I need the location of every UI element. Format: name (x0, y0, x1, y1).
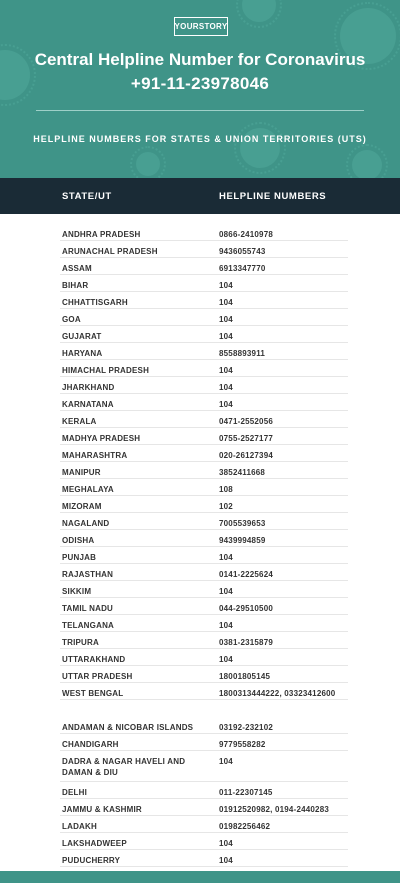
helpline-number: 0755-2527177 (219, 434, 274, 443)
state-name: KERALA (62, 417, 97, 426)
state-name: UTTARAKHAND (62, 655, 126, 664)
helpline-number: 104 (219, 553, 233, 562)
state-name: UTTAR PRADESH (62, 672, 133, 681)
table-row (60, 530, 348, 547)
yourstory-logo: YOURSTORY (174, 17, 228, 36)
helpline-number: 108 (219, 485, 233, 494)
state-name: MEGHALAYA (62, 485, 114, 494)
table-row (60, 360, 348, 377)
state-name: MAHARASHTRA (62, 451, 128, 460)
state-name: DADRA & NAGAR HAVELI AND DAMAN & DIU (62, 757, 186, 777)
helpline-number: 011-22307145 (219, 788, 273, 797)
table-row (60, 833, 348, 850)
table-row (60, 751, 348, 782)
state-name: TAMIL NADU (62, 604, 114, 613)
helpline-number: 01982256462 (219, 822, 271, 831)
footer-bar (0, 871, 400, 883)
table-row (60, 292, 348, 309)
table-row (60, 411, 348, 428)
table-row (60, 547, 348, 564)
state-name: JHARKHAND (62, 383, 115, 392)
state-name: ODISHA (62, 536, 95, 545)
state-name: JAMMU & KASHMIR (62, 805, 142, 814)
helpline-number: 0141-2225624 (219, 570, 274, 579)
column-header-state: STATE/UT (62, 190, 112, 202)
table-row (60, 258, 348, 275)
virus-decoration-icon (242, 0, 276, 22)
table-row (60, 275, 348, 292)
state-name: CHANDIGARH (62, 740, 119, 749)
state-name: CHHATTISGARH (62, 298, 128, 307)
state-name: GUJARAT (62, 332, 102, 341)
helpline-number: 8558893911 (219, 349, 266, 358)
helpline-number: 104 (219, 366, 233, 375)
helpline-number: 01912520982, 0194-2440283 (219, 805, 329, 814)
helpline-number: 104 (219, 621, 233, 630)
virus-decoration-icon (136, 152, 160, 176)
table-row (60, 224, 348, 241)
state-name: WEST BENGAL (62, 689, 124, 698)
state-name: RAJASTHAN (62, 570, 114, 579)
table-row (60, 309, 348, 326)
table-row (60, 615, 348, 632)
table-row (60, 632, 348, 649)
helpline-number: 044-29510500 (219, 604, 274, 613)
table-row (60, 581, 348, 598)
state-name: MIZORAM (62, 502, 102, 511)
state-name: TELANGANA (62, 621, 115, 630)
table-row (60, 394, 348, 411)
helpline-number: 1800313444222, 03323412600 (219, 689, 336, 698)
state-name: PUNJAB (62, 553, 97, 562)
helpline-number: 104 (219, 400, 233, 409)
table-row (60, 377, 348, 394)
helpline-number: 9436055743 (219, 247, 266, 256)
helpline-number: 104 (219, 839, 233, 848)
state-name: LAKSHADWEEP (62, 839, 127, 848)
states-list (0, 224, 400, 700)
helpline-number: 020-26127394 (219, 451, 274, 460)
helpline-number: 104 (219, 655, 233, 664)
column-header-numbers: HELPLINE NUMBERS (219, 190, 327, 202)
table-row (60, 428, 348, 445)
section-subtitle: HELPLINE NUMBERS FOR STATES & UNION TERRITORIES (UTS) (33, 134, 367, 144)
page-title: Central Helpline Number for Coronavirus (34, 50, 366, 69)
table-row (60, 445, 348, 462)
state-name: ANDHRA PRADESH (62, 230, 141, 239)
table-row (60, 734, 348, 751)
state-name: ANDAMAN & NICOBAR ISLANDS (62, 723, 194, 732)
helpline-number: 18001805145 (219, 672, 271, 681)
state-name: LADAKH (62, 822, 97, 831)
table-row (60, 850, 348, 867)
table-row (60, 241, 348, 258)
union-territories-list (0, 717, 400, 867)
helpline-number: 6913347770 (219, 264, 266, 273)
state-name: DELHI (62, 788, 87, 797)
table-row (60, 683, 348, 700)
state-name: GOA (62, 315, 81, 324)
helpline-number: 104 (219, 298, 233, 307)
table-row (60, 782, 348, 799)
state-name: HIMACHAL PRADESH (62, 366, 150, 375)
state-name: ARUNACHAL PRADESH (62, 247, 158, 256)
helpline-number: 0381-2315879 (219, 638, 274, 647)
header-banner (0, 0, 400, 178)
table-row (60, 513, 348, 530)
table-row (60, 462, 348, 479)
table-row (60, 816, 348, 833)
helpline-number: 104 (219, 587, 233, 596)
table-row (60, 564, 348, 581)
helpline-number: 104 (219, 856, 233, 865)
state-name: MADHYA PRADESH (62, 434, 141, 443)
helpline-number: 03192-232102 (219, 723, 274, 732)
helpline-number: 7005539653 (219, 519, 266, 528)
state-name: HARYANA (62, 349, 103, 358)
helpline-number: 9779558282 (219, 740, 266, 749)
table-row (60, 598, 348, 615)
table-row (60, 343, 348, 360)
central-helpline-number: +91-11-23978046 (130, 74, 270, 93)
helpline-number: 102 (219, 502, 233, 511)
state-name: PUDUCHERRY (62, 856, 121, 865)
table-row (60, 326, 348, 343)
table-header (0, 178, 400, 214)
helpline-table (0, 214, 400, 867)
helpline-number: 104 (219, 315, 233, 324)
table-row (60, 666, 348, 683)
table-row (60, 717, 348, 734)
divider (36, 110, 364, 111)
helpline-number: 9439994859 (219, 536, 266, 545)
table-row (60, 479, 348, 496)
helpline-number: 104 (219, 757, 233, 766)
table-row (60, 496, 348, 513)
helpline-number: 3852411668 (219, 468, 266, 477)
state-name: MANIPUR (62, 468, 101, 477)
virus-decoration-icon (352, 150, 382, 178)
helpline-number: 104 (219, 332, 233, 341)
table-row (60, 799, 348, 816)
state-name: NAGALAND (62, 519, 110, 528)
helpline-number: 104 (219, 383, 233, 392)
helpline-number: 0471-2552056 (219, 417, 274, 426)
state-name: TRIPURA (62, 638, 99, 647)
helpline-number: 104 (219, 281, 233, 290)
section-gap (0, 700, 400, 717)
state-name: ASSAM (62, 264, 92, 273)
state-name: KARNATANA (62, 400, 114, 409)
table-row (60, 649, 348, 666)
helpline-number: 0866-2410978 (219, 230, 274, 239)
state-name: SIKKIM (62, 587, 92, 596)
state-name: BIHAR (62, 281, 89, 290)
